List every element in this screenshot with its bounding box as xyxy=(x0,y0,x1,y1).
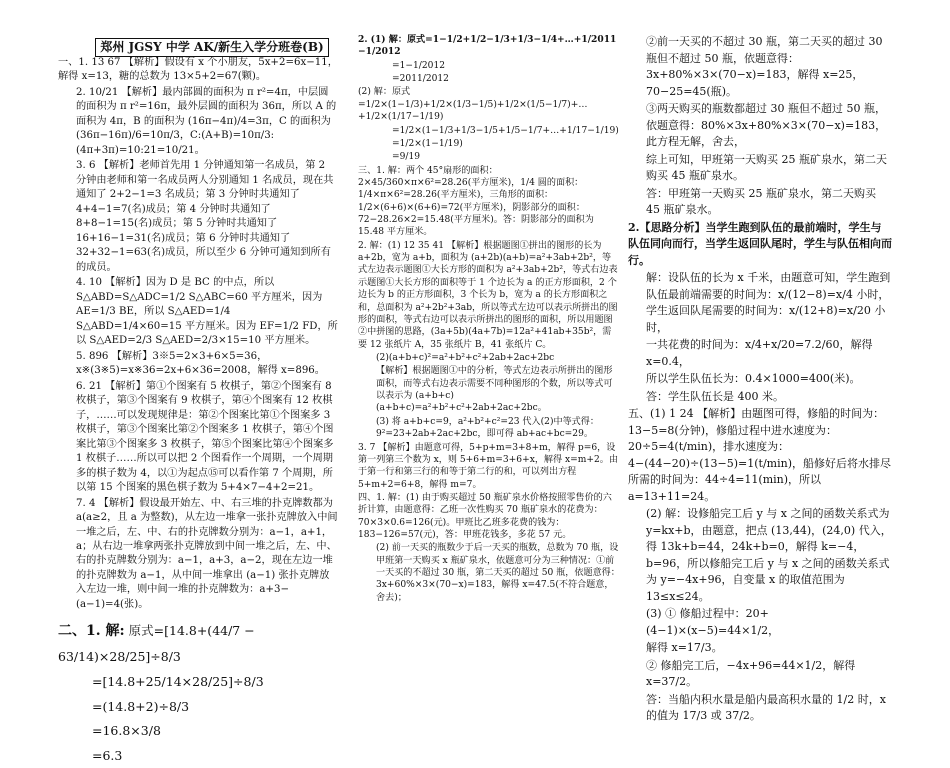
answer-5-3-1: (3) ① 修船过程中：20+(4−1)×(x−5)=44×1/2， xyxy=(646,607,780,637)
column-divider xyxy=(349,250,350,262)
answer-4-2-answer: 答：学生队伍长是 400 米。 xyxy=(646,389,784,403)
answer-2-2-1-step-3: =2011/2012 xyxy=(392,74,449,85)
page-title: 郑州 JGSY 中学 AK/新生入学分班卷(B) xyxy=(95,38,329,57)
answer-3-1: 三、1. 解：两个 45°扇形的面积：2×45/360×π×6²=28.26(平方厘米)，1/4 圆的面积：1/4×π×6²=28.26(平方厘米)，三角形的面积：1/2×(6+6)×(6+6)=72(平方厘米)，阴影部分的面积：72−28.26×2=15.48(平方厘米)。答：阴影部分的面积为 15.48 平方厘米。 xyxy=(358,165,594,238)
answer-3-2-3: (3) 将 a+b+c=9，a²+b²+c²=23 代入(2)中等式得：9²=23+2ab+2ac+2bc，即可得 ab+ac+bc=29。 xyxy=(376,416,599,440)
answer-4-1-2: (2) 前一天买的瓶数少于后一天买的瓶数，总数为 70 瓶，设甲班第一天购买 x 瓶矿泉水，依题意可分为三种情况：①前一天买的不超过 30 瓶，第二天买的超过 50 瓶，依题意得：3x+60%×3×(70−x)=183，解得 x=47.5(不符合题意，舍去)； xyxy=(376,543,620,603)
answer-4-1-1: 四、1. 解：(1) 由于购买超过 50 瓶矿泉水价格按照零售价的六折计算，由题意得：乙班一次性购买 70 瓶矿泉水的花费为：70×3×0.6=126(元)。甲班比乙班多花费的钱为：183−126=57(元)，答：甲班花钱多，多花 57 元。 xyxy=(358,492,612,541)
calc-step-3: =(14.8+2)÷8/3 xyxy=(92,698,190,714)
answer-3-2-2-analysis: 【解析】根据题图①中的分析，等式左边表示所拼出的图形面积，而等式右边表示需要不同种图形的个数，所以等式可以表示为 (a+b+c)(a+b+c)=a²+b²+c²+2ab+2ac+2bc。 xyxy=(376,366,613,414)
column-left xyxy=(58,34,338,763)
answer-1-1: 一、1. 13 67 【解析】假设有 x 个小朋友，5x+2=6x−11，解得 x=13，糖的总数为 13×5+2=67(颗)。 xyxy=(58,57,338,83)
answer-5-1: 五、(1) 1 24 【解析】由题图可得，修船的时间为：13−5=8(分钟)，修船过程中进水速度为：20÷5=4(t/min)，排水速度为：4−(44−20)÷(13−5)=1(t/min)，船修好后将水排尽所需的时间为：44÷4=11(min)，所以 a=13+11=24。 xyxy=(628,407,891,503)
answer-4-2-solution: 解：设队伍的长为 x 千米，由题意可知，学生跑到队伍最前端需要的时间为：x/(12−8)=x/4 小时，学生返回队尾需要的时间为：x/(12+8)=x/20 小时， xyxy=(646,271,891,334)
column-right xyxy=(628,34,892,722)
answer-4-1-2-summary: 综上可知，甲班第一天购买 25 瓶矿泉水，第二天购买 45 瓶矿泉水。 xyxy=(646,152,887,182)
answer-3-3: 3. 7 【解析】由题意可得，5+p+m=3+8+m，解得 p=6，设第一列第三个数为 x，则 5+6+m=3+6+x，解得 x=m+2。由于第一行和第三行的和等于第二行的和，可以列出方程 5+m+2=6+8，解得 m=7。 xyxy=(358,442,618,490)
answer-1-6: 6. 21 【解析】第①个图案有 5 枚棋子，第②个图案有 8 枚棋子，第③个图案有 9 枚棋子，第④个图案有 12 枚棋子，……可以发现规律是：第②个图案比第①个图案多 3 枚棋子，第③个图案比第②个图案多 1 枚棋子，第④个图案比第③个图案多 3 枚棋子，第⑤个图案比第④个图案多 1 枚棋子……所以可以把 2 个图看作一个周期，一个周期多的棋子数为 4，以①为起点⑮可以看作第 7 个周期，所以第 15 个图案的黑色棋子数为 5+4×7−4+2=21。 xyxy=(76,380,334,494)
answer-3-2-2: (2)(a+b+c)²=a²+b²+c²+2ab+2ac+2bc xyxy=(376,352,555,363)
answer-3-2-1: 2. 解：(1) 12 35 41 【解析】根据题图①拼出的图形的长为 a+2b，宽为 a+b，面积为 (a+2b)(a+b)=a²+3ab+2b²，等式左边表示题图①大长方形的面积为 a²+3ab+2b²，等式右边表示题图①大长方形的面积等于 1 个边长为 a 的正方形面积，2 个边长为 b 的正方形面积，3 个长为 b，宽为 a 的长方形面积之和，总面积为 a²+2b²+3ab，所以等式左边可以表示所拼出的图形的面积，等式右边可以表示所拼出的图形的面积，所以用题图②中拼图的思路，(3a+5b)(4a+7b)=12a²+41ab+35b²，需要 12 张纸片 A，35 张纸片 B，41 张纸片 C。 xyxy=(358,240,618,350)
answer-5-3-2: ② 修船完工后，−4x+96=44×1/2，解得 x=37/2。 xyxy=(646,658,856,688)
section-2-calc xyxy=(58,618,338,767)
answer-2-2-1-step-2: =1−1/2012 xyxy=(392,60,446,71)
answer-2-2-2-step-2: =1/2×(1−1/3+1/3−1/5+1/5−1/7+…+1/17−1/19) xyxy=(392,125,619,136)
answer-1-7: 7. 4 【解析】假设最开始左、中、右三堆的扑克牌数都为 a(a≥2，且 a 为整数)，从左边一堆拿一张扑克牌放入中间一堆之后，左、中、右的扑克牌数分别为：a−1，a+1，a；从右边一堆拿两张扑克牌放到中间一堆之后，左、中、右的扑克牌数分别为：a−1，a+3，a−2，现在左边一堆的扑克牌数为 a−1，从中间一堆拿出 (a−1) 张扑克牌放入左边一堆，则中间一堆的扑克牌数为：a+3−(a−1)=4(张)。 xyxy=(76,497,338,610)
answer-2-2-1: 2. (1) 解：原式=1−1/2+1/2−1/3+1/3−1/4+…+1/2011 −1/2012 xyxy=(358,34,617,58)
answer-4-2-total-time: 一共花费的时间为：x/4+x/20=7.2/60，解得 x=0.4， xyxy=(646,338,873,368)
answer-4-2-length: 所以学生队伍长为：0.4×1000=400(米)。 xyxy=(646,372,861,385)
answer-2-2-2-step-4: =9/19 xyxy=(392,152,421,163)
answer-5-3-answer: 答：当船内积水量是船内最高积水量的 1/2 时，x 的值为 17/3 或 37/2。 xyxy=(646,692,886,722)
answer-4-1-2-case-2: ②前一天买的不超过 30 瓶，第二天买的超过 30 瓶但不超过 50 瓶，依题意得：3x+80%×3×(70−x)=183，解得 x=25，70−25=45(瓶)。 xyxy=(646,35,883,98)
column-middle xyxy=(358,34,620,666)
answer-4-1-2-case-3: ③两天购买的瓶数都超过 30 瓶但不超过 50 瓶，依题意得：80%×3x+80%×3×(70−x)=183，此方程无解，舍去， xyxy=(646,102,887,148)
answer-4-2-analysis: 2.【思路分析】当学生跑到队伍的最前端时，学生与队伍同向而行，当学生返回队尾时，学生与队伍相向而行。 xyxy=(628,220,892,267)
answer-1-2: 2. 10/21 【解析】最内部圆的面积为 π r²=4π，中层圆的面积为 π r²=16π，最外层圆的面积为 36π，所以 A 的面积为 4π，B 的面积为 (16π−4π)/4=3π，C 的面积为 (36π−16π)/6=10π/3，C:(A+B)=10π/3:(4π+3π)=10:21=10/21。 xyxy=(76,86,337,156)
calc-step-2: =[14.8+25/14×28/25]÷8/3 xyxy=(92,673,264,689)
answer-5-3-1-result: 解得 x=17/3。 xyxy=(646,641,723,654)
calc-step-4: =16.8×3/8 xyxy=(92,723,161,739)
answer-1-5: 5. 896 【解析】3※5=2×3+6×5=36，x※(3※5)=x※36=2x+6×36=2008，解得 x=896。 xyxy=(76,350,325,377)
answer-2-2-2: (2) 解：原式=1/2×(1−1/3)+1/2×(1/3−1/5)+1/2×(1/5−1/7)+…+1/2×(1/17−1/19) xyxy=(358,87,588,123)
calc-step-5: =6.3 xyxy=(92,748,123,763)
section-2-label: 二、1. 解: xyxy=(58,623,125,640)
answer-2-2-2-step-3: =1/2×(1−1/19) xyxy=(392,138,463,149)
answer-5-2: (2) 解：设修船完工后 y 与 x 之间的函数关系式为 y=kx+b，由题意，把点 (13,44)，(24,0) 代入，得 13k+b=44，24k+b=0，解得 k=−4，b=96，所以修船完工后 y 与 x 之间的函数关系式为 y=−4x+96，自变量 x 的取值范围为 13≤x≤24。 xyxy=(646,507,892,603)
answer-4-1-2-answer: 答：甲班第一天购买 25 瓶矿泉水，第二天购买 45 瓶矿泉水。 xyxy=(646,186,876,216)
answer-1-4: 4. 10 【解析】因为 D 是 BC 的中点，所以 S△ABD=S△ADC=1/2 S△ABC=60 平方厘米，因为 AE=1/3 BE，所以 S△AED=1/4 S△ABD=1/4×60=15 平方厘米。因为 EF=1/2 FD，所以 S△AED=2/3 S△AED=2/3×15=10 平方厘米。 xyxy=(76,277,338,347)
answer-1-3: 3. 6 【解析】老师首先用 1 分钟通知第一名成员，第 2 分钟由老师和第一名成员两人分别通知 1 名成员，现在共通知了 2+2−1=3 名成员；第 3 分钟时共通知了 4+4−1=7(名)成员；第 4 分钟时共通知了 8+8−1=15(名)成员；第 5 分钟时共通知了 16+16−1=31(名)成员；第 6 分钟时共通知了 32+32−1=63(名)成员，所以至少 6 分钟可通知到所有的成员。 xyxy=(76,160,334,273)
calc-step-1: 原式=[14.8+(44/7 − 63/14)×28/25]÷8/3 xyxy=(58,623,255,664)
